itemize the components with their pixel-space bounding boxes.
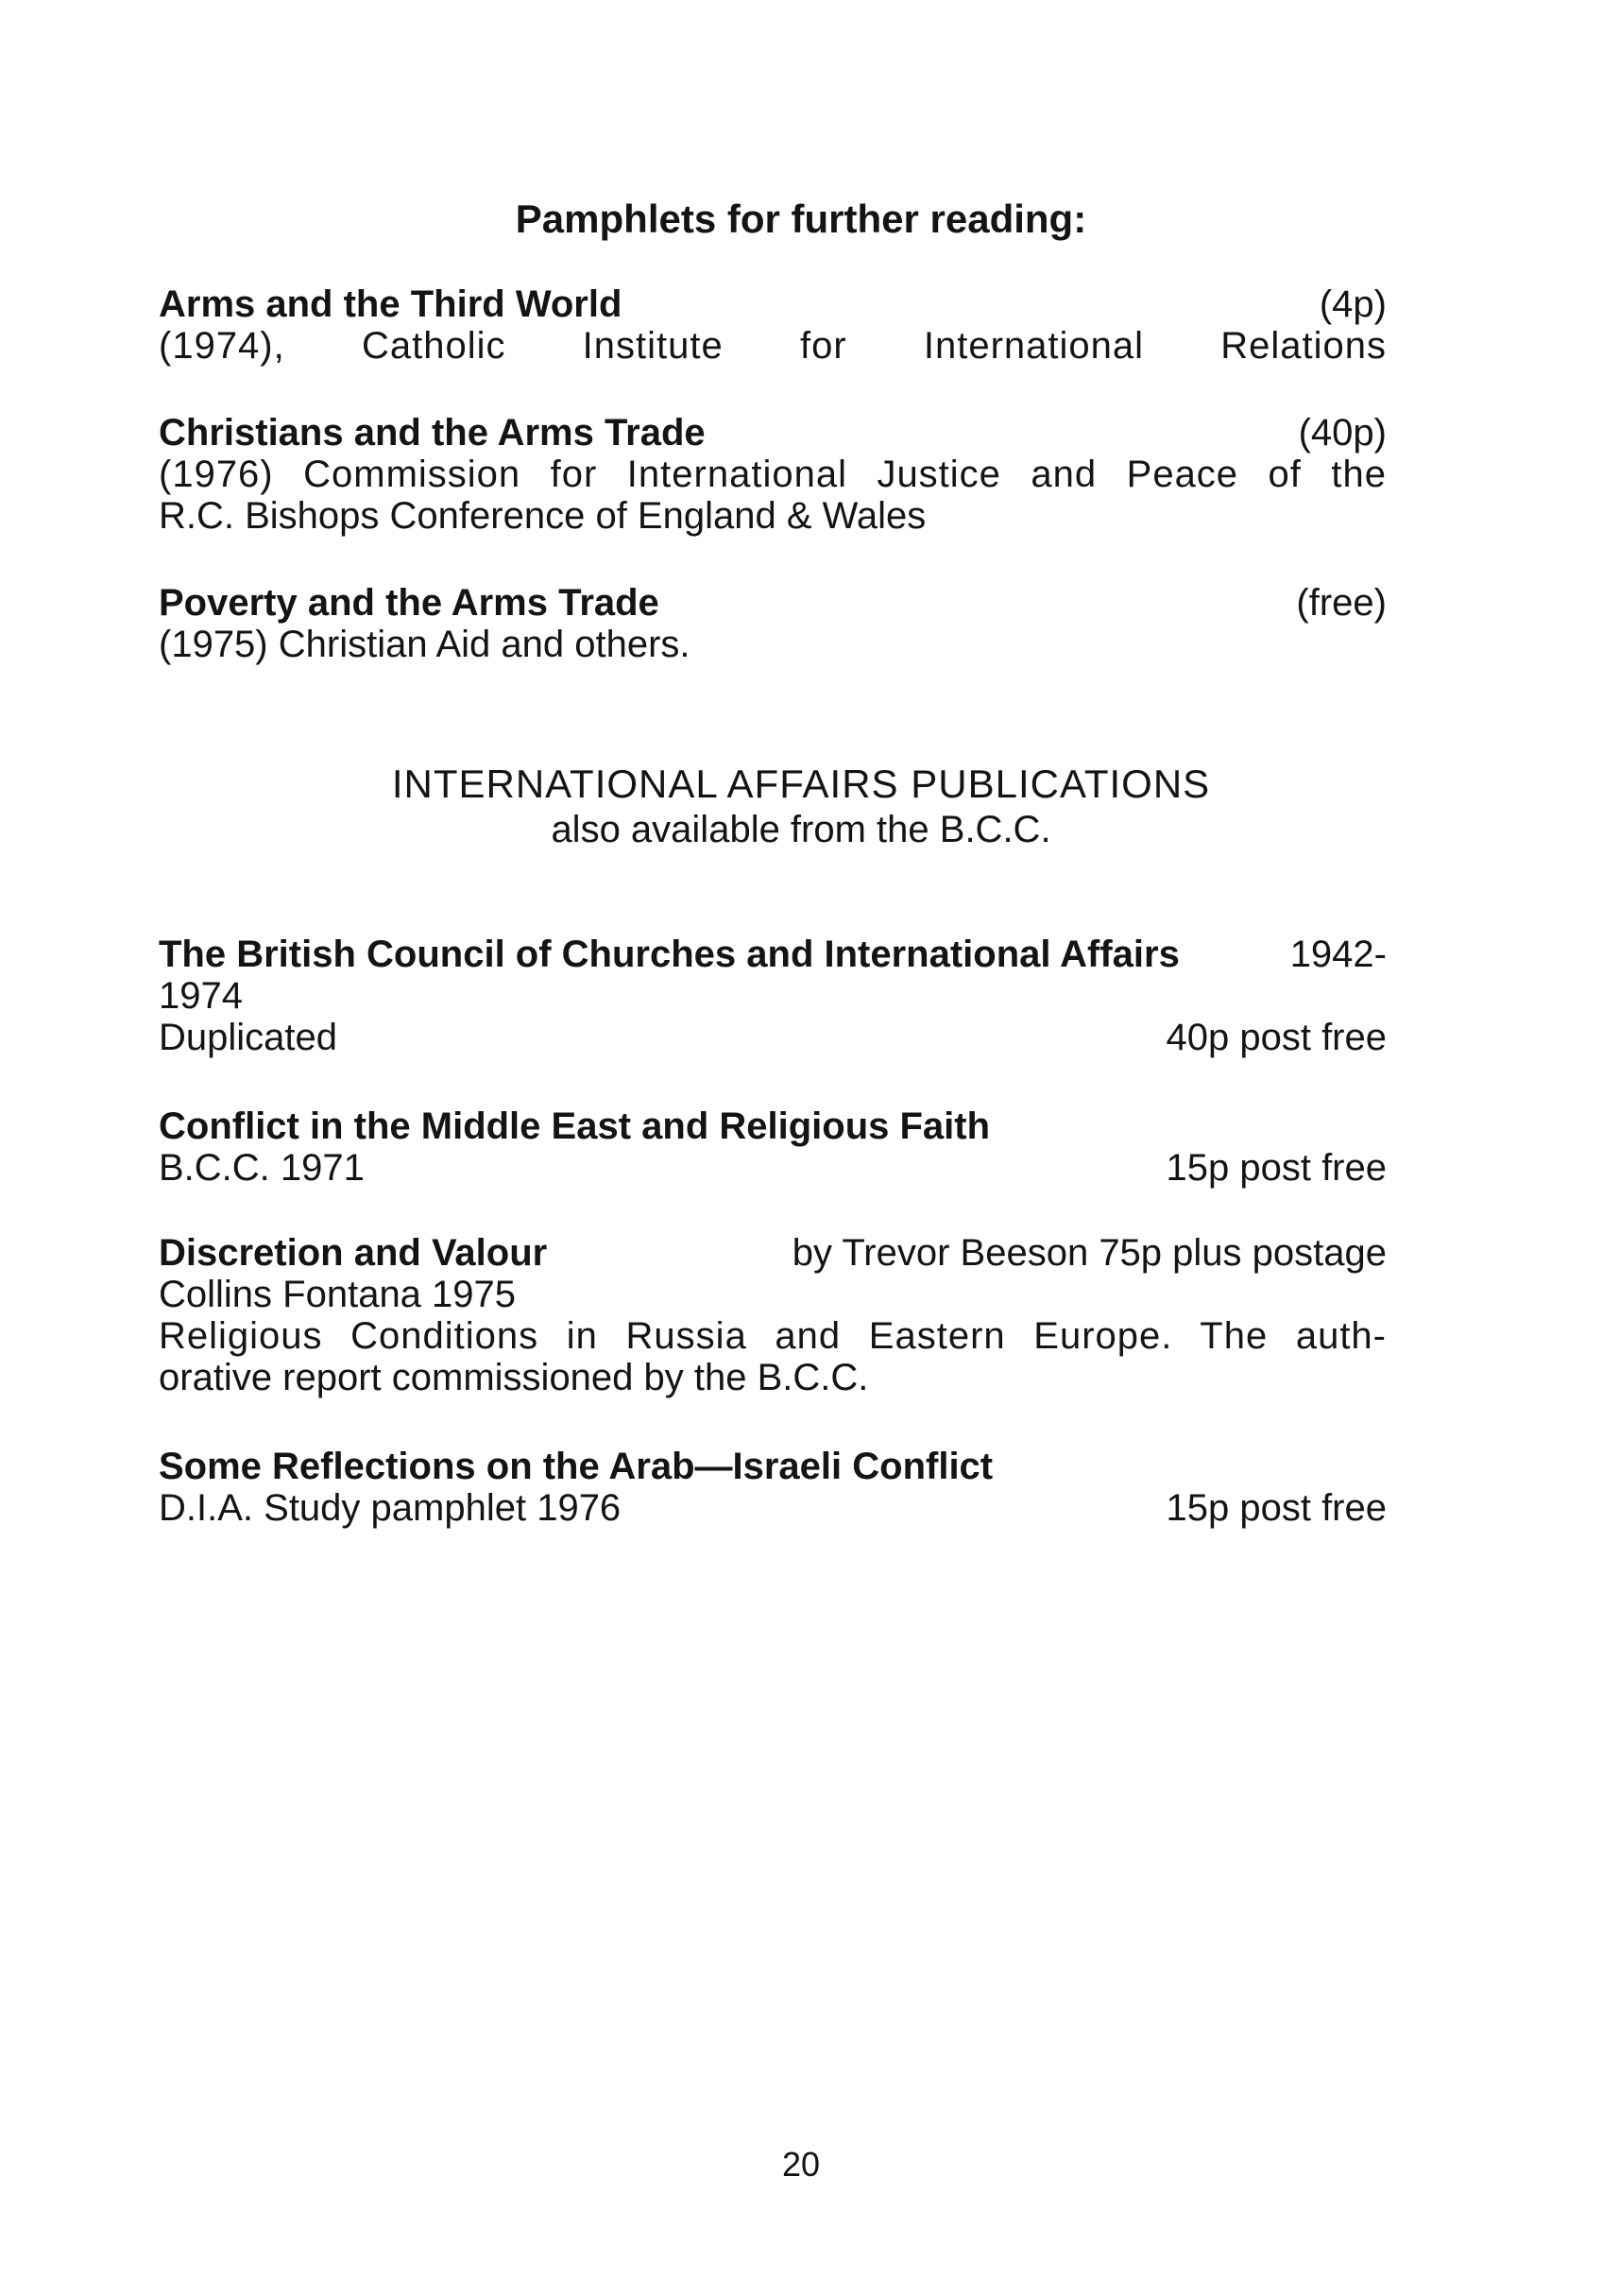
publications-heading: INTERNATIONAL AFFAIRS PUBLICATIONS	[391, 762, 1211, 806]
publication-source: D.I.A. Study pamphlet 1976	[159, 1487, 622, 1529]
pamphlets-heading: Pamphlets for further reading:	[515, 197, 1087, 241]
pamphlet-price: (4p)	[1319, 283, 1387, 325]
publication-title: Discretion and Valour	[159, 1232, 548, 1274]
pamphlet-details: (1974), Catholic Institute for International Relations	[159, 325, 1387, 367]
publications-subheading: also available from the B.C.C.	[551, 809, 1051, 850]
publication-source: B.C.C. 1971	[159, 1147, 365, 1189]
pamphlet-entry	[159, 283, 1387, 367]
page-number: 20	[781, 2145, 821, 2184]
publication-price: 40p post free	[1166, 1017, 1387, 1058]
pamphlet-title: Christians and the Arms Trade	[159, 412, 706, 454]
pamphlet-title: Arms and the Third World	[159, 283, 622, 325]
publication-title-continued: 1974	[159, 975, 243, 1017]
pamphlet-details: R.C. Bishops Conference of England & Wales	[159, 495, 927, 537]
publication-entry	[159, 934, 1387, 1058]
pamphlet-entry	[159, 412, 1387, 537]
pamphlet-details: (1976) Commission for International Justice and Peace of the	[159, 454, 1387, 495]
publication-byline: by Trevor Beeson 75p plus postage	[792, 1232, 1387, 1274]
pamphlet-details: (1975) Christian Aid and others.	[159, 624, 690, 665]
publication-title: Conflict in the Middle East and Religious Faith	[159, 1105, 991, 1147]
publication-source: Duplicated	[159, 1017, 338, 1058]
publication-price: 15p post free	[1166, 1147, 1387, 1189]
publication-title: The British Council of Churches and International Affairs	[159, 934, 1180, 975]
publication-title-tail: 1942-	[1289, 934, 1387, 975]
publication-entry	[159, 1232, 1387, 1398]
publication-entry	[159, 1446, 1387, 1529]
publication-source: Collins Fontana 1975	[159, 1274, 517, 1315]
pamphlet-entry	[159, 582, 1387, 665]
publication-title: Some Reflections on the Arab—Israeli Conflict	[159, 1446, 994, 1487]
pamphlet-title: Poverty and the Arms Trade	[159, 582, 659, 624]
publication-entry	[159, 1105, 1387, 1189]
pamphlet-price: (free)	[1296, 582, 1387, 624]
pamphlet-price: (40p)	[1298, 412, 1387, 454]
publication-description: orative report commissioned by the B.C.C.	[159, 1357, 869, 1398]
publication-price: 15p post free	[1166, 1487, 1387, 1529]
publication-description: Religious Conditions in Russia and Eastern Europe. The auth-	[159, 1315, 1387, 1357]
